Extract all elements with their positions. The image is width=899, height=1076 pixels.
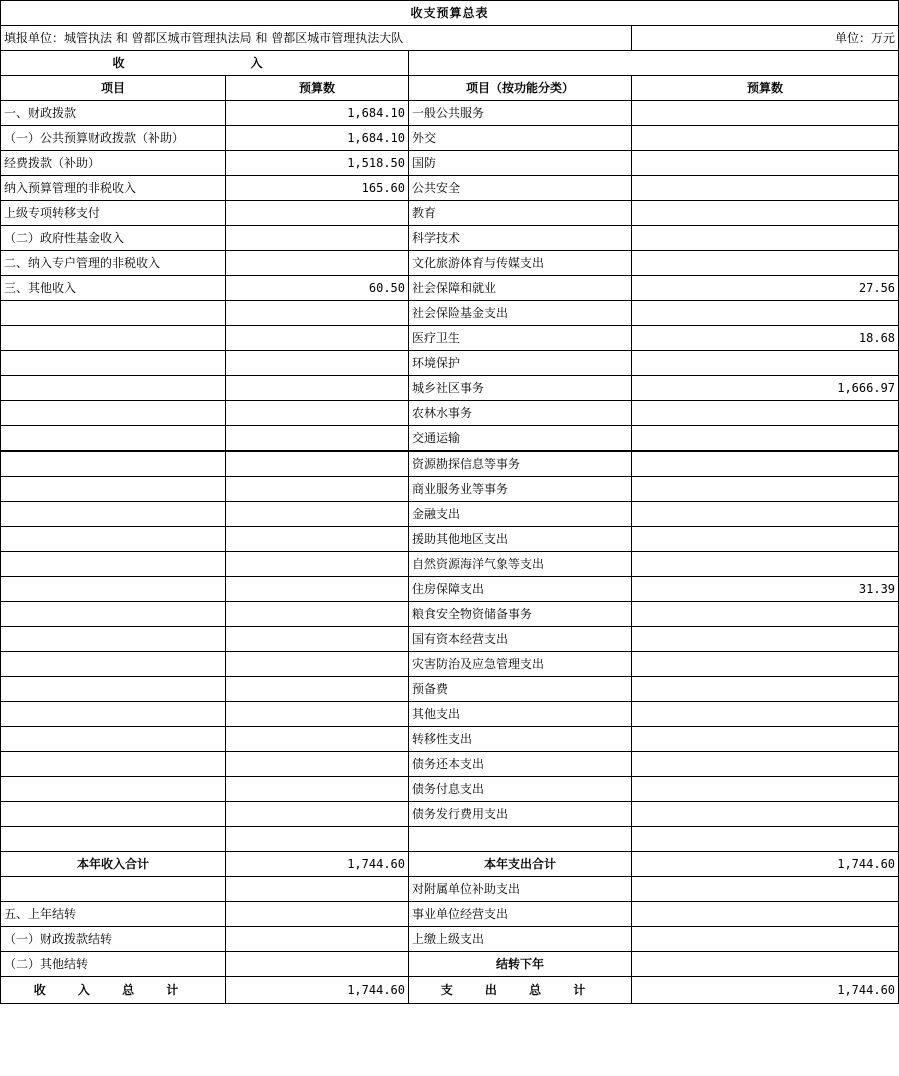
expense-budget (632, 527, 899, 552)
expense-budget (632, 251, 899, 276)
expense-item: 上缴上级支出 (409, 927, 632, 952)
unit-row (1, 26, 899, 51)
table-row (1, 577, 899, 602)
expense-budget (632, 151, 899, 176)
income-budget (226, 677, 409, 702)
expense-item: 粮食安全物资储备事务 (409, 602, 632, 627)
expense-item: 社会保障和就业 (409, 276, 632, 301)
income-budget (226, 577, 409, 602)
expense-item: 对附属单位补助支出 (409, 877, 632, 902)
year-income-total-value: 1,744.60 (226, 852, 409, 877)
table-row (1, 226, 899, 251)
income-budget: 1,684.10 (226, 126, 409, 151)
expense-budget: 31.39 (632, 577, 899, 602)
income-item (1, 401, 226, 426)
expense-budget (632, 627, 899, 652)
table-row (1, 927, 899, 952)
expense-budget (632, 677, 899, 702)
table-row (1, 376, 899, 401)
income-budget (226, 902, 409, 927)
income-item (1, 351, 226, 376)
expense-budget (632, 827, 899, 852)
income-budget (226, 827, 409, 852)
year-expense-total-value: 1,744.60 (632, 852, 899, 877)
income-budget (226, 401, 409, 426)
expense-budget (632, 927, 899, 952)
income-budget (226, 552, 409, 577)
expense-item: 一般公共服务 (409, 101, 632, 126)
col-item-header: 项目 (1, 76, 226, 101)
grand-income-value: 1,744.60 (226, 977, 409, 1004)
expense-item: 结转下年 (409, 952, 632, 977)
income-budget (226, 627, 409, 652)
table-row (1, 176, 899, 201)
income-item: 三、其他收入 (1, 276, 226, 301)
expense-item: 住房保障支出 (409, 577, 632, 602)
unit-label: 单位：万元 (632, 26, 899, 51)
table-row (1, 602, 899, 627)
expense-budget (632, 552, 899, 577)
table-row (1, 351, 899, 376)
expense-item: 农林水事务 (409, 401, 632, 426)
table-row (1, 326, 899, 351)
section-row (1, 51, 899, 76)
expense-budget (632, 451, 899, 477)
income-item (1, 727, 226, 752)
expense-budget: 1,666.97 (632, 376, 899, 401)
page-title: 收支预算总表 (1, 1, 899, 26)
year-total-row (1, 852, 899, 877)
income-section-label: 收 入 (1, 51, 409, 76)
table-row (1, 301, 899, 326)
income-budget: 60.50 (226, 276, 409, 301)
expense-item: 国有资本经营支出 (409, 627, 632, 652)
table-row (1, 201, 899, 226)
income-budget (226, 602, 409, 627)
expense-item: 债务发行费用支出 (409, 802, 632, 827)
expense-item: 预备费 (409, 677, 632, 702)
table-row (1, 777, 899, 802)
expense-item: 公共安全 (409, 176, 632, 201)
table-row (1, 627, 899, 652)
income-budget (226, 426, 409, 452)
expense-budget (632, 752, 899, 777)
table-row (1, 451, 899, 477)
col-func-item-header: 项目（按功能分类） (409, 76, 632, 101)
income-item (1, 451, 226, 477)
expense-budget (632, 126, 899, 151)
income-item (1, 802, 226, 827)
income-item (1, 777, 226, 802)
expense-budget (632, 802, 899, 827)
table-row (1, 401, 899, 426)
expense-item: 转移性支出 (409, 727, 632, 752)
expense-item: 其他支出 (409, 702, 632, 727)
income-item: 五、上年结转 (1, 902, 226, 927)
expense-item: 城乡社区事务 (409, 376, 632, 401)
income-budget (226, 502, 409, 527)
expense-item: 援助其他地区支出 (409, 527, 632, 552)
income-item: （一）财政拨款结转 (1, 927, 226, 952)
income-item (1, 702, 226, 727)
table-row (1, 727, 899, 752)
column-header-row (1, 76, 899, 101)
col-func-budget-header: 预算数 (632, 76, 899, 101)
expense-budget (632, 727, 899, 752)
expense-budget (632, 401, 899, 426)
table-row (1, 877, 899, 902)
income-item (1, 552, 226, 577)
income-item: 上级专项转移支付 (1, 201, 226, 226)
income-item: 经费拨款（补助） (1, 151, 226, 176)
income-item (1, 652, 226, 677)
expense-item: 交通运输 (409, 426, 632, 452)
expense-item: 自然资源海洋气象等支出 (409, 552, 632, 577)
expense-budget (632, 226, 899, 251)
income-budget: 1,684.10 (226, 101, 409, 126)
expense-budget (632, 877, 899, 902)
expense-item: 资源勘探信息等事务 (409, 451, 632, 477)
expense-budget (632, 477, 899, 502)
expense-item: 医疗卫生 (409, 326, 632, 351)
income-item: 一、财政拨款 (1, 101, 226, 126)
income-budget (226, 952, 409, 977)
table-row (1, 251, 899, 276)
income-item (1, 502, 226, 527)
expense-item: 环境保护 (409, 351, 632, 376)
expense-item: 事业单位经营支出 (409, 902, 632, 927)
income-budget (226, 927, 409, 952)
expense-budget (632, 602, 899, 627)
income-item (1, 752, 226, 777)
income-item: 二、纳入专户管理的非税收入 (1, 251, 226, 276)
table-row (1, 702, 899, 727)
expense-budget (632, 952, 899, 977)
expense-budget (632, 426, 899, 452)
table-row (1, 952, 899, 977)
income-budget (226, 226, 409, 251)
year-income-total-label: 本年收入合计 (1, 852, 226, 877)
income-item: （一）公共预算财政拨款（补助） (1, 126, 226, 151)
table-row (1, 276, 899, 301)
expense-budget (632, 902, 899, 927)
expense-budget (632, 176, 899, 201)
expense-item: 债务还本支出 (409, 752, 632, 777)
expense-budget (632, 777, 899, 802)
table-row (1, 151, 899, 176)
table-row (1, 477, 899, 502)
expense-budget (632, 201, 899, 226)
income-budget (226, 351, 409, 376)
income-budget: 165.60 (226, 176, 409, 201)
table-row (1, 552, 899, 577)
table-row (1, 502, 899, 527)
income-item (1, 426, 226, 452)
income-budget (226, 802, 409, 827)
filling-unit: 填报单位：城管执法 和 曾都区城市管理执法局 和 曾都区城市管理执法大队 (1, 26, 632, 51)
title-row (1, 1, 899, 26)
table-row (1, 652, 899, 677)
income-item: 纳入预算管理的非税收入 (1, 176, 226, 201)
income-item (1, 677, 226, 702)
expense-item: 国防 (409, 151, 632, 176)
income-budget (226, 527, 409, 552)
income-budget (226, 376, 409, 401)
expense-budget (632, 702, 899, 727)
income-budget (226, 777, 409, 802)
income-item: （二）政府性基金收入 (1, 226, 226, 251)
expense-item: 科学技术 (409, 226, 632, 251)
income-item: （二）其他结转 (1, 952, 226, 977)
grand-expense-value: 1,744.60 (632, 977, 899, 1004)
income-budget (226, 326, 409, 351)
income-budget (226, 477, 409, 502)
income-item (1, 627, 226, 652)
income-item (1, 602, 226, 627)
income-budget: 1,518.50 (226, 151, 409, 176)
expense-budget: 27.56 (632, 276, 899, 301)
expense-budget (632, 101, 899, 126)
expense-item: 商业服务业等事务 (409, 477, 632, 502)
expense-item: 债务付息支出 (409, 777, 632, 802)
expense-item: 文化旅游体育与传媒支出 (409, 251, 632, 276)
income-item (1, 827, 226, 852)
expense-item: 外交 (409, 126, 632, 151)
grand-total-row (1, 977, 899, 1004)
income-item (1, 326, 226, 351)
year-expense-total-label: 本年支出合计 (409, 852, 632, 877)
expense-budget: 18.68 (632, 326, 899, 351)
expense-budget (632, 301, 899, 326)
table-row (1, 802, 899, 827)
income-budget (226, 702, 409, 727)
table-row (1, 902, 899, 927)
income-budget (226, 877, 409, 902)
grand-expense-label: 支 出 总 计 (409, 977, 632, 1004)
table-row (1, 527, 899, 552)
expense-budget (632, 502, 899, 527)
income-item (1, 477, 226, 502)
table-row (1, 827, 899, 852)
table-row (1, 752, 899, 777)
expense-budget (632, 351, 899, 376)
income-item (1, 577, 226, 602)
expense-item (409, 827, 632, 852)
table-row (1, 126, 899, 151)
income-budget (226, 652, 409, 677)
expense-budget (632, 652, 899, 677)
income-item (1, 877, 226, 902)
income-budget (226, 727, 409, 752)
income-item (1, 301, 226, 326)
income-budget (226, 752, 409, 777)
col-budget-header: 预算数 (226, 76, 409, 101)
income-budget (226, 251, 409, 276)
table-row (1, 677, 899, 702)
table-row (1, 101, 899, 126)
expense-item: 社会保险基金支出 (409, 301, 632, 326)
table-row (1, 426, 899, 452)
income-budget (226, 301, 409, 326)
income-budget (226, 451, 409, 477)
expense-section-label (409, 51, 899, 76)
expense-item: 灾害防治及应急管理支出 (409, 652, 632, 677)
income-budget (226, 201, 409, 226)
income-item (1, 376, 226, 401)
expense-item: 教育 (409, 201, 632, 226)
expense-item: 金融支出 (409, 502, 632, 527)
income-item (1, 527, 226, 552)
grand-income-label: 收 入 总 计 (1, 977, 226, 1004)
